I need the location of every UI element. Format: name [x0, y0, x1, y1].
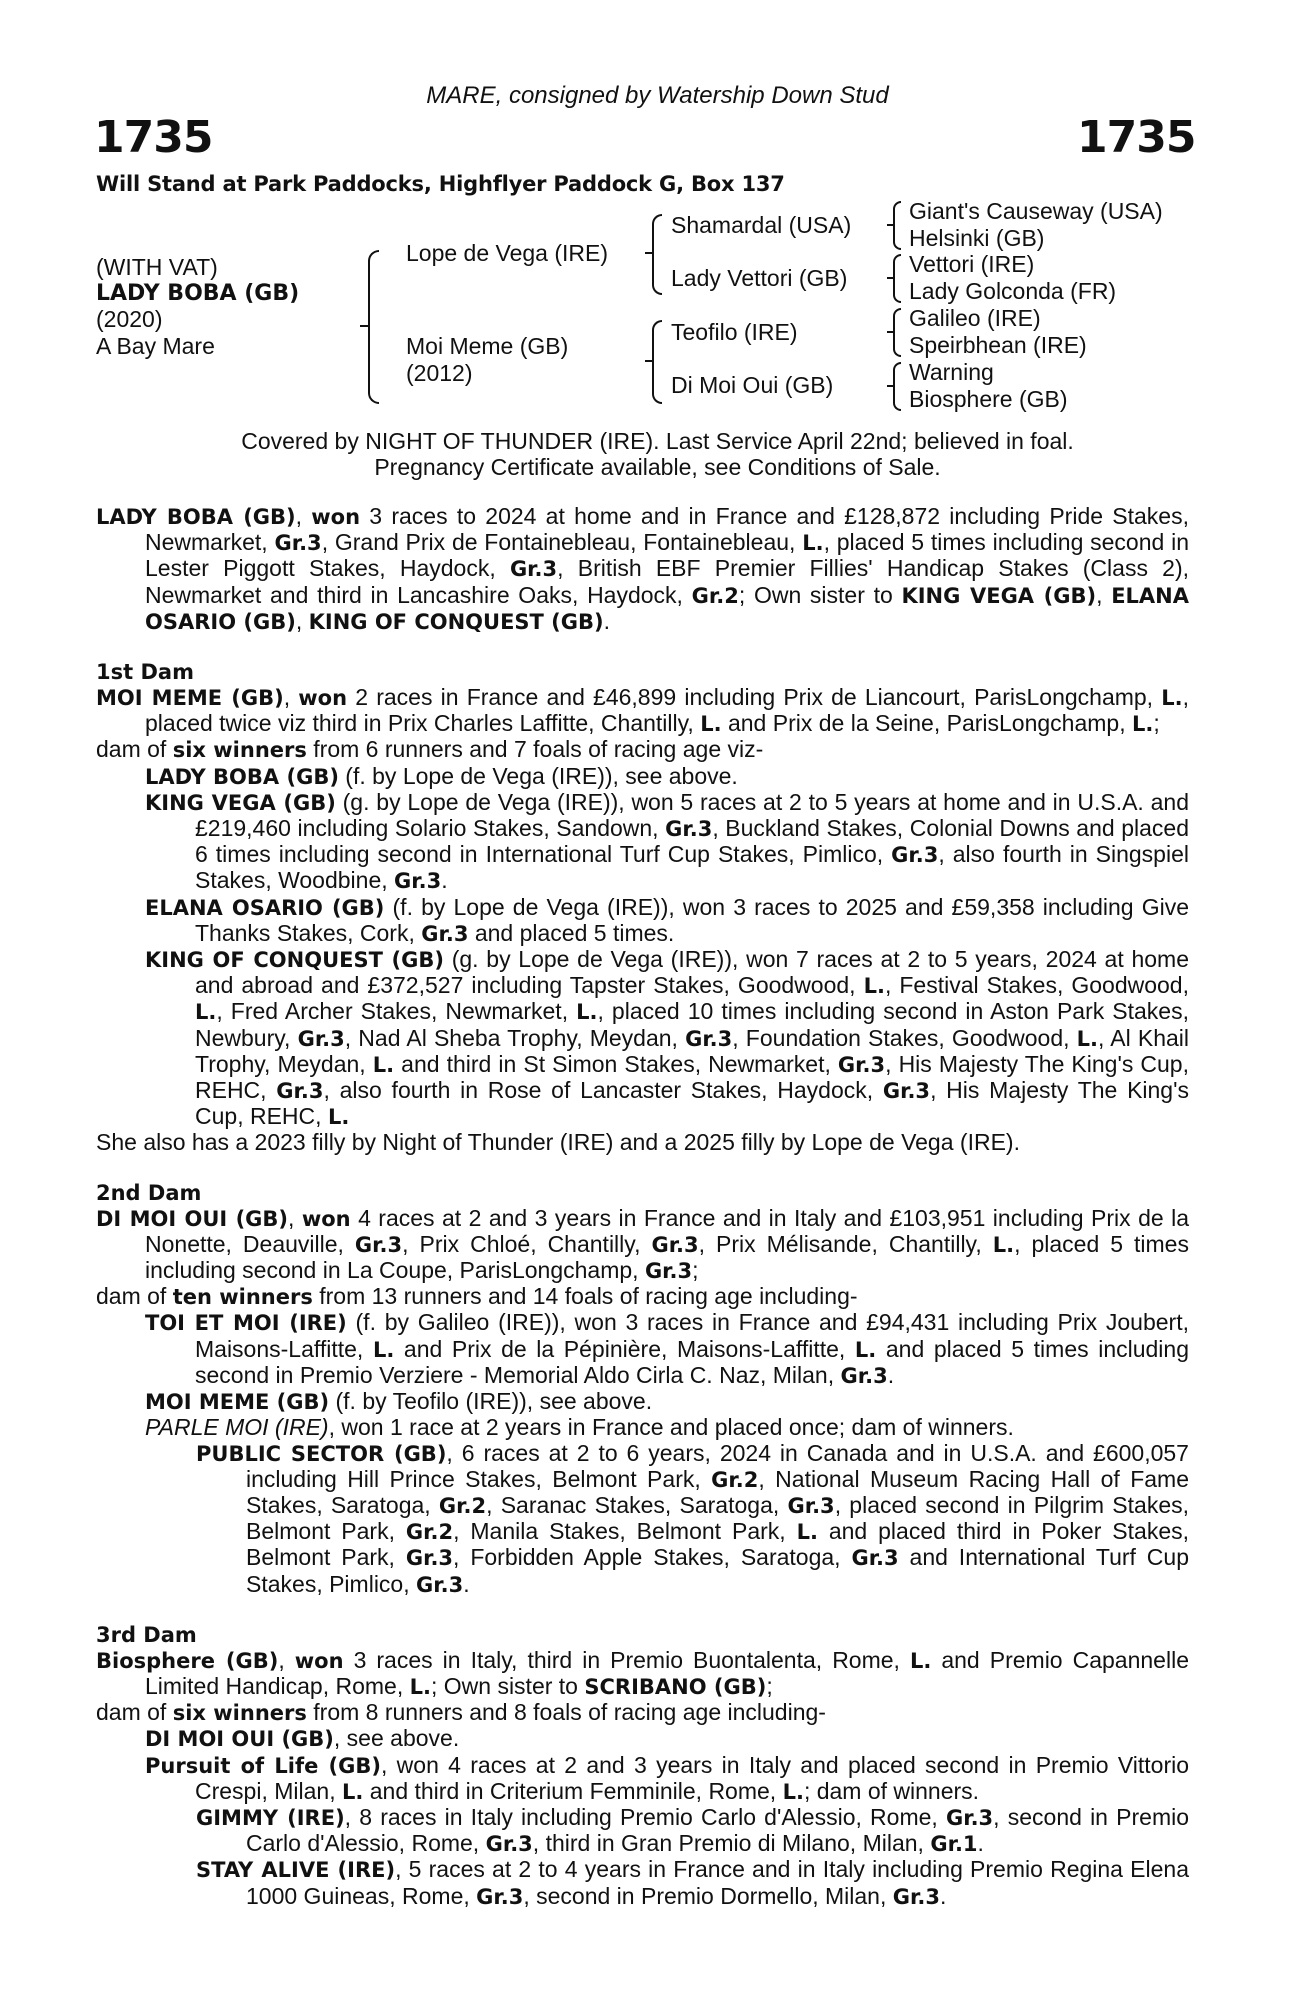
vat-label: (WITH VAT): [96, 254, 218, 280]
text: , second in Premio Dormello, Milan,: [523, 1882, 893, 1909]
ggp-6: Speirbhean (IRE): [909, 332, 1087, 358]
text: , placed 5 times including second in La Coupe, ParisLongchamp,: [145, 1230, 1189, 1284]
bold-text: L.: [909, 1648, 932, 1673]
bold-text: ELANA OSARIO (GB): [145, 895, 385, 920]
cover-note-line1: Covered by NIGHT OF THUNDER (IRE). Last Service April 22nd; believed in foal.: [241, 428, 1074, 454]
text: , see above.: [333, 1725, 460, 1752]
section-spacer: [96, 1156, 1189, 1181]
text: (g. by Lope de Vega (IRE)), won 5 races at 2 to 5 years at home and in U.S.A. and £219,460 including Solario Stakes, Sandown,: [195, 788, 1189, 842]
text: and International Turf Cup Stakes, Pimlico,: [246, 1544, 1189, 1597]
text: , 8 races in Italy including Premio Carlo d'Alessio, Rome,: [344, 1803, 946, 1830]
brace-dam-top: [652, 320, 662, 362]
text: .: [977, 1830, 984, 1857]
bold-text: Gr.2: [438, 1493, 487, 1518]
text: , also fourth in Singspiel Stakes, Woodbine,: [195, 841, 1189, 894]
dam-section: [96, 635, 1189, 1156]
bold-text: Gr.1: [930, 1832, 978, 1857]
text: , Fred Archer Stakes, Newmarket,: [216, 998, 577, 1025]
text: ;: [692, 1257, 699, 1284]
pedigree-paragraph: [96, 947, 1189, 1130]
bold-text: won: [294, 1648, 344, 1673]
text: , won 4 races at 2 and 3 years in Italy and placed second in Premio Vittorio Crespi, Milan,: [195, 1751, 1190, 1804]
pedigree-paragraph: [96, 1389, 1189, 1415]
text: and placed 5 times including second in Premio Verziere - Memorial Aldo Cirla C. Naz, Milan,: [195, 1335, 1189, 1388]
bold-text: L.: [327, 1105, 350, 1130]
ggp-2: Helsinki (GB): [909, 225, 1045, 251]
text: 3 races to 2024 at home and in France and £128,872 including Pride Stakes, Newmarket,: [145, 503, 1189, 556]
brace-main-top: [368, 250, 379, 326]
bold-text: Gr.3: [851, 1546, 899, 1571]
bold-text: LADY BOBA (GB): [145, 764, 339, 789]
bold-text: L.: [863, 974, 885, 999]
text: , Festival Stakes, Goodwood,: [884, 972, 1189, 999]
dam-section: [96, 1156, 1189, 1598]
sire-dam: Lady Vettori (GB): [671, 265, 848, 291]
bold-text: DI MOI OUI (GB): [145, 1727, 334, 1752]
bold-text: L.: [576, 1000, 598, 1025]
bold-text: Gr.3: [394, 869, 442, 894]
bold-text: Gr.3: [840, 1363, 888, 1388]
bold-text: Gr.3: [421, 921, 469, 946]
ggp-7: Warning: [909, 359, 994, 385]
text: , placed second in Pilgrim Stakes, Belmont Park,: [246, 1491, 1190, 1545]
text: dam of: [96, 736, 173, 763]
bold-text: KING VEGA (GB): [901, 583, 1097, 608]
location-line: Will Stand at Park Paddocks, Highflyer Paddock G, Box 137: [96, 172, 785, 196]
text: 2 races in France and £46,899 including Prix de Liancourt, ParisLongchamp,: [347, 684, 1162, 711]
text: and placed third in Poker Stakes, Belmont Park,: [246, 1518, 1190, 1571]
brace-g1-tip: [887, 224, 894, 226]
bold-text: TOI ET MOI (IRE): [145, 1311, 347, 1336]
pedigree-paragraph: [96, 1753, 1189, 1805]
foaling-year: (2020): [96, 306, 163, 332]
pedigree-paragraph: [96, 1415, 1189, 1440]
text: , Forbidden Apple Stakes, Saratoga,: [453, 1544, 852, 1571]
bold-text: Gr.3: [651, 1232, 699, 1257]
brace-g2-tip: [887, 277, 894, 279]
text: , second in Premio Carlo d'Alessio, Rome,: [246, 1803, 1189, 1857]
text: and third in Criterium Femminile, Rome,: [363, 1777, 783, 1804]
brace-g3-bottom: [893, 333, 901, 357]
cover-note-line2: Pregnancy Certificate available, see Conditions of Sale.: [374, 454, 941, 480]
text: from 6 runners and 7 foals of racing age viz-: [306, 736, 764, 763]
pedigree-paragraph: [96, 764, 1189, 790]
brace-sire-tip: [645, 252, 653, 254]
brace-g2-top: [893, 254, 901, 279]
bold-text: PUBLIC SECTOR (GB): [196, 1441, 447, 1466]
bold-text: Gr.3: [405, 1546, 454, 1571]
pedigree-paragraph: [96, 685, 1189, 737]
sire-sire: Shamardal (USA): [671, 212, 852, 238]
bold-text: L.: [700, 712, 722, 737]
summary-section: [96, 504, 1189, 635]
bold-text: Gr.3: [485, 1832, 533, 1857]
text: (f. by Lope de Vega (IRE)), won 3 races to 2025 and £59,358 including Give Thanks Stakes, Cork,: [195, 893, 1190, 946]
text: , His Majesty The King's Cup, REHC,: [195, 1050, 1189, 1104]
text: ; Own sister to: [738, 581, 902, 608]
bold-text: SCRIBANO (GB): [584, 1674, 767, 1699]
horse-description: A Bay Mare: [96, 333, 215, 359]
bold-text: MOI MEME (GB): [145, 1390, 330, 1415]
bold-text: won: [298, 686, 348, 711]
text: (g. by Lope de Vega (IRE)), won 7 races at 2 to 5 years, 2024 at home and abroad and £372,527 including Tapster Stakes, Goodwood,: [195, 946, 1189, 999]
brace-dam-bottom: [652, 362, 662, 404]
text: (f. by Galileo (IRE)), won 3 races in France and £94,431 including Prix Joubert, Maisons-Laffitte,: [195, 1309, 1189, 1362]
text: ,: [295, 607, 309, 634]
pedigree-paragraph: [96, 737, 1189, 763]
text: , third in Gran Premio di Milano, Milan,: [532, 1830, 931, 1857]
text: , Grand Prix de Fontainebleau, Fontainebleau,: [321, 529, 803, 556]
text: ,: [283, 684, 299, 711]
catalogue-notes: [96, 504, 1189, 1910]
bold-text: LADY BOBA (GB): [96, 505, 296, 529]
sire: Lope de Vega (IRE): [406, 240, 609, 266]
text: 3 races in Italy, third in Premio Buontalenta, Rome,: [343, 1646, 910, 1673]
text: dam of: [96, 1283, 173, 1310]
bold-text: L.: [782, 1779, 804, 1804]
text: and third in St Simon Stakes, Newmarket,: [394, 1050, 838, 1077]
bold-text: Gr.3: [416, 1572, 464, 1597]
bold-text: L.: [796, 1520, 818, 1545]
bold-text: L.: [1161, 686, 1183, 711]
pedigree-paragraph: [96, 1726, 1189, 1752]
bold-text: L.: [854, 1337, 877, 1362]
dam-year: (2012): [406, 360, 473, 386]
text: , placed 5 times including second in Lester Piggott Stakes, Haydock,: [145, 529, 1189, 582]
ggp-3: Vettori (IRE): [909, 251, 1035, 277]
text: .: [463, 1570, 470, 1597]
text: , Saranac Stakes, Saratoga,: [486, 1491, 788, 1518]
text: (f. by Lope de Vega (IRE)), see above.: [338, 762, 738, 789]
pedigree-paragraph: [96, 504, 1189, 635]
bold-text: ten winners: [172, 1285, 313, 1310]
bold-text: KING VEGA (GB): [145, 790, 336, 815]
brace-g3-tip: [887, 331, 894, 333]
text: , His Majesty The King's Cup, REHC,: [195, 1077, 1189, 1130]
bold-text: MOI MEME (GB): [96, 686, 284, 711]
bold-text: Gr.3: [787, 1493, 835, 1518]
bold-text: Gr.3: [837, 1052, 886, 1077]
brace-g4-top: [893, 362, 901, 387]
text: ;: [1153, 710, 1160, 737]
text: ,: [278, 1646, 295, 1673]
text: ; dam of winners.: [803, 1777, 980, 1804]
text: (f. by Teofilo (IRE)), see above.: [329, 1388, 653, 1415]
bold-text: Biosphere (GB): [96, 1648, 279, 1673]
consignor-line: MARE, consigned by Watership Down Stud: [426, 82, 889, 109]
pedigree-paragraph: [96, 1130, 1189, 1155]
brace-main-tip: [360, 325, 370, 327]
bold-text: Gr.3: [476, 1884, 524, 1909]
text: ,: [288, 1204, 302, 1231]
text: , placed twice viz third in Prix Charles Laffitte, Chantilly,: [145, 684, 1190, 737]
text: dam of: [96, 1699, 173, 1726]
pedigree-paragraph: [96, 895, 1189, 947]
bold-text: GIMMY (IRE): [196, 1805, 345, 1830]
text: , Al Khail Trophy, Meydan,: [195, 1024, 1190, 1077]
pedigree-paragraph: [96, 790, 1189, 895]
bold-text: L.: [409, 1674, 431, 1699]
section-spacer: [96, 635, 1189, 660]
dam-section: [96, 1598, 1189, 1910]
bold-text: Gr.3: [882, 1079, 931, 1104]
ggp-1: Giant's Causeway (USA): [909, 198, 1163, 224]
bold-text: DI MOI OUI (GB): [96, 1206, 289, 1231]
bold-text: Gr.3: [644, 1259, 693, 1284]
bold-text: Gr.3: [276, 1079, 324, 1104]
brace-g4-tip: [887, 385, 894, 387]
section-heading: 3rd Dam: [96, 1622, 197, 1647]
dam: Moi Meme (GB): [406, 333, 569, 359]
bold-text: L.: [195, 1000, 217, 1025]
bold-text: Gr.3: [509, 557, 558, 582]
bold-text: Gr.2: [405, 1520, 454, 1545]
lot-number-left: 1735: [94, 112, 213, 163]
bold-text: six winners: [172, 1701, 307, 1726]
text: .: [887, 1361, 895, 1388]
text: , Buckland Stakes, Colonial Downs and placed 6 times including second in International Turf Cup Stakes, Pimlico,: [195, 815, 1189, 868]
pedigree-paragraph: [96, 1206, 1189, 1285]
bold-text: ELANA OSARIO (GB): [145, 583, 1190, 634]
bold-text: Gr.2: [711, 1467, 759, 1492]
text: ;: [766, 1672, 773, 1699]
italic-text: PARLE MOI (IRE): [145, 1414, 329, 1441]
brace-main-bottom: [368, 327, 379, 404]
pedigree-paragraph: [96, 1700, 1189, 1726]
bold-text: L.: [372, 1052, 395, 1077]
bold-text: won: [311, 505, 361, 529]
bold-text: Gr.3: [891, 843, 939, 868]
brace-sire-bottom: [652, 254, 662, 295]
pedigree-paragraph: [96, 1310, 1189, 1389]
text: from 8 runners and 8 foals of racing age including-: [306, 1699, 826, 1726]
bold-text: L.: [992, 1232, 1015, 1257]
bold-text: Gr.2: [691, 583, 739, 608]
brace-sire-top: [652, 214, 662, 254]
brace-g1-bottom: [893, 226, 901, 250]
bold-text: L.: [372, 1337, 395, 1362]
text: , won 1 race at 2 years in France and placed once; dam of winners.: [328, 1414, 1014, 1441]
pedigree-paragraph: [96, 1805, 1189, 1857]
text: ,: [1096, 581, 1112, 608]
brace-g3-top: [893, 308, 901, 333]
pedigree-paragraph: [96, 1857, 1189, 1909]
bold-text: Gr.3: [274, 531, 322, 556]
bold-text: Gr.3: [297, 1026, 345, 1051]
bold-text: Gr.3: [354, 1232, 403, 1257]
bold-text: L.: [1131, 712, 1154, 737]
text: , Nad Al Sheba Trophy, Meydan,: [344, 1024, 686, 1051]
text: , 6 races at 2 to 6 years, 2024 in Canada and in U.S.A. and £600,057 including Hill Prince Stakes, Belmont Park,: [246, 1439, 1189, 1492]
dam-sire: Teofilo (IRE): [671, 319, 798, 345]
pedigree-paragraph: [96, 1648, 1189, 1700]
text: , 5 races at 2 to 4 years in France and in Italy including Premio Regina Elena 1000 Guineas, Rome,: [246, 1856, 1189, 1909]
text: , Prix Mélisande, Chantilly,: [698, 1230, 993, 1257]
text: and Prix de la Seine, ParisLongchamp,: [721, 710, 1132, 737]
text: ; Own sister to: [430, 1672, 585, 1699]
text: , placed 10 times including second in Aston Park Stakes, Newbury,: [195, 998, 1189, 1051]
bold-text: L.: [1076, 1026, 1099, 1051]
ggp-8: Biosphere (GB): [909, 386, 1068, 412]
text: ,: [295, 503, 312, 529]
text: , Manila Stakes, Belmont Park,: [453, 1518, 797, 1545]
text: , British EBF Premier Fillies' Handicap Stakes (Class 2), Newmarket and third in Lancashire Oaks, Haydock,: [145, 555, 1189, 608]
text: .: [939, 1882, 947, 1909]
text: and placed 5 times.: [468, 919, 675, 946]
text: , Foundation Stakes, Goodwood,: [732, 1024, 1077, 1051]
text: .: [603, 607, 611, 634]
text: from 13 runners and 14 foals of racing age including-: [312, 1283, 858, 1310]
bold-text: L.: [341, 1779, 364, 1804]
pedigree-paragraph: [96, 1284, 1189, 1310]
brace-g2-bottom: [893, 279, 901, 303]
brace-dam-tip: [645, 360, 653, 362]
lot-number-right: 1735: [1077, 112, 1196, 163]
bold-text: six winners: [172, 738, 307, 763]
section-heading: 2nd Dam: [96, 1180, 202, 1205]
text: , Prix Chloé, Chantilly,: [402, 1230, 652, 1257]
text: and Premio Capannelle Limited Handicap, Rome,: [145, 1646, 1189, 1699]
pedigree-paragraph: [96, 1441, 1189, 1598]
bold-text: Gr.3: [945, 1805, 994, 1830]
bold-text: Gr.3: [685, 1026, 733, 1051]
text: and Prix de la Pépinière, Maisons-Laffitte,: [394, 1335, 855, 1362]
horse-name: LADY BOBA (GB): [96, 281, 300, 306]
bold-text: Gr.3: [665, 817, 713, 842]
bold-text: STAY ALIVE (IRE): [196, 1858, 396, 1883]
ggp-5: Galileo (IRE): [909, 305, 1041, 331]
text: , also fourth in Rose of Lancaster Stakes, Haydock,: [323, 1077, 883, 1104]
text: .: [441, 867, 448, 894]
bold-text: KING OF CONQUEST (GB): [308, 609, 604, 634]
bold-text: Pursuit of Life (GB): [145, 1753, 381, 1778]
bold-text: L.: [802, 531, 824, 556]
bold-text: won: [301, 1206, 351, 1231]
text: , National Museum Racing Hall of Fame Stakes, Saratoga,: [246, 1465, 1189, 1518]
brace-g1-top: [893, 201, 901, 226]
brace-g4-bottom: [893, 387, 901, 411]
section-spacer: [96, 1598, 1189, 1623]
bold-text: KING OF CONQUEST (GB): [145, 948, 444, 973]
bold-text: Gr.3: [892, 1884, 940, 1909]
section-heading: 1st Dam: [96, 660, 194, 685]
text: 4 races at 2 and 3 years in France and in Italy and £103,951 including Prix de la Nonette, Deauville,: [145, 1204, 1189, 1257]
ggp-4: Lady Golconda (FR): [909, 278, 1117, 304]
text: She also has a 2023 filly by Night of Thunder (IRE) and a 2025 filly by Lope de Vega (IRE).: [96, 1129, 1020, 1156]
dam-dam: Di Moi Oui (GB): [671, 372, 834, 398]
